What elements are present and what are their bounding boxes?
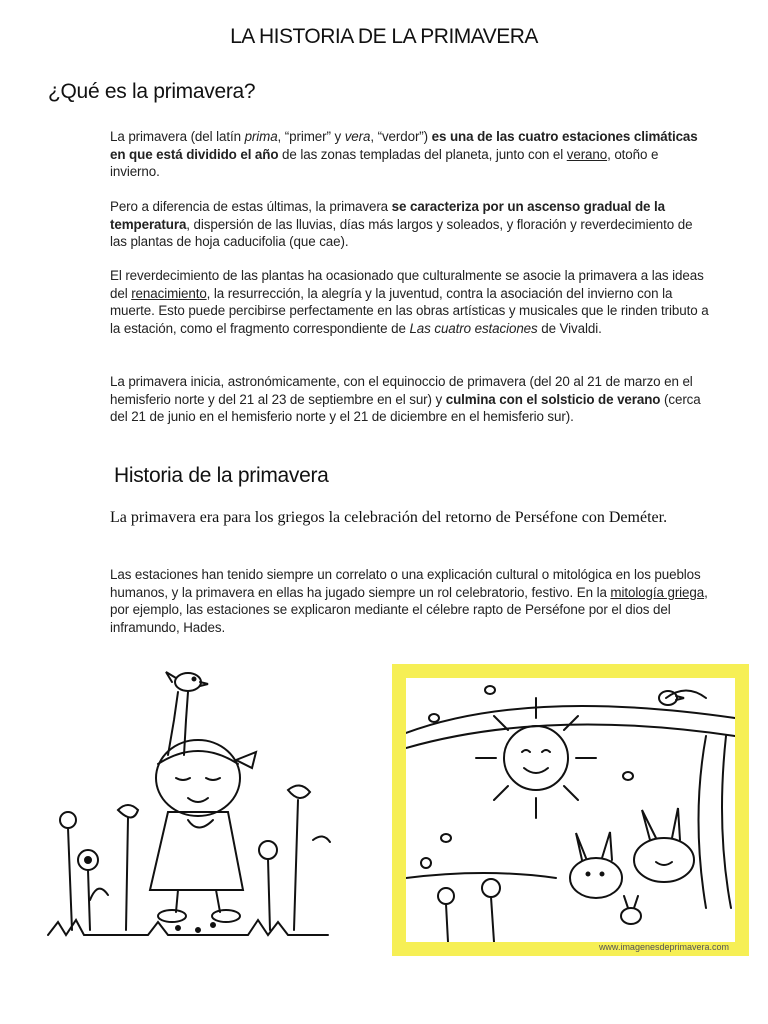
girl-spring-illustration — [38, 660, 338, 945]
page-title: LA HISTORIA DE LA PRIMAVERA — [230, 25, 538, 48]
image-watermark: www.imagenesdeprimavera.com — [598, 942, 729, 952]
bunnies-spring-illustration — [392, 664, 749, 956]
paragraph-reverdecimiento: El reverdecimiento de las plantas ha ocasionado que culturalmente se asocie la primavera a las ideas del renacimiento, la resurrección, la alegría y la juventud, contra la asociación del invierno con la muerte. Esto puede percibirse perfectamente en las obras artísticas y musicales que le rinden tributo a la estación, como el fragmento correspondiente de Las cuatro estaciones de Vivaldi. — [110, 268, 709, 336]
link-mitologia-griega[interactable]: mitología griega — [610, 584, 705, 600]
paragraph-mitologia: Las estaciones han tenido siempre un correlato o una explicación cultural o mitológica en los pueblos humanos, y la primavera en ellas ha jugado siempre un rol celebratorio, festivo. En la mitología griega, por ejemplo, las estaciones se explicaron mediante el célebre rapto de Perséfone por el dios del inframundo, Hades. — [110, 567, 708, 635]
section-heading-historia: Historia de la primavera — [114, 464, 329, 487]
section-heading-que-es: ¿Qué es la primavera? — [48, 80, 256, 103]
paragraph-caracteristicas: Pero a diferencia de estas últimas, la primavera se caracteriza por un ascenso gradual de la temperatura, dispersión de las lluvias, días más largos y soleados, y floración y reverdecimiento de las plantas de hoja caducifolia (que cae). — [110, 199, 693, 249]
paragraph-definition: La primavera (del latín prima, “primer” y vera, “verdor”) es una de las cuatro estaciones climáticas en que está dividido el año de las zonas templadas del planeta, junto con el verano, otoño e invierno. — [110, 129, 698, 179]
paragraph-griegos: La primavera era para los griegos la celebración del retorno de Perséfone con Deméter. — [110, 509, 668, 526]
link-verano[interactable]: verano — [566, 146, 608, 162]
paragraph-equinoccio: La primavera inicia, astronómicamente, con el equinoccio de primavera (del 20 al 21 de marzo en el hemisferio norte y del 21 al 23 de septiembre en el sur) y culmina con el solsticio de verano (cerca del 21 de junio en el hemisferio norte y el 21 de diciembre en el hemisferio sur). — [110, 374, 701, 424]
link-renacimiento[interactable]: renacimiento — [131, 285, 207, 301]
